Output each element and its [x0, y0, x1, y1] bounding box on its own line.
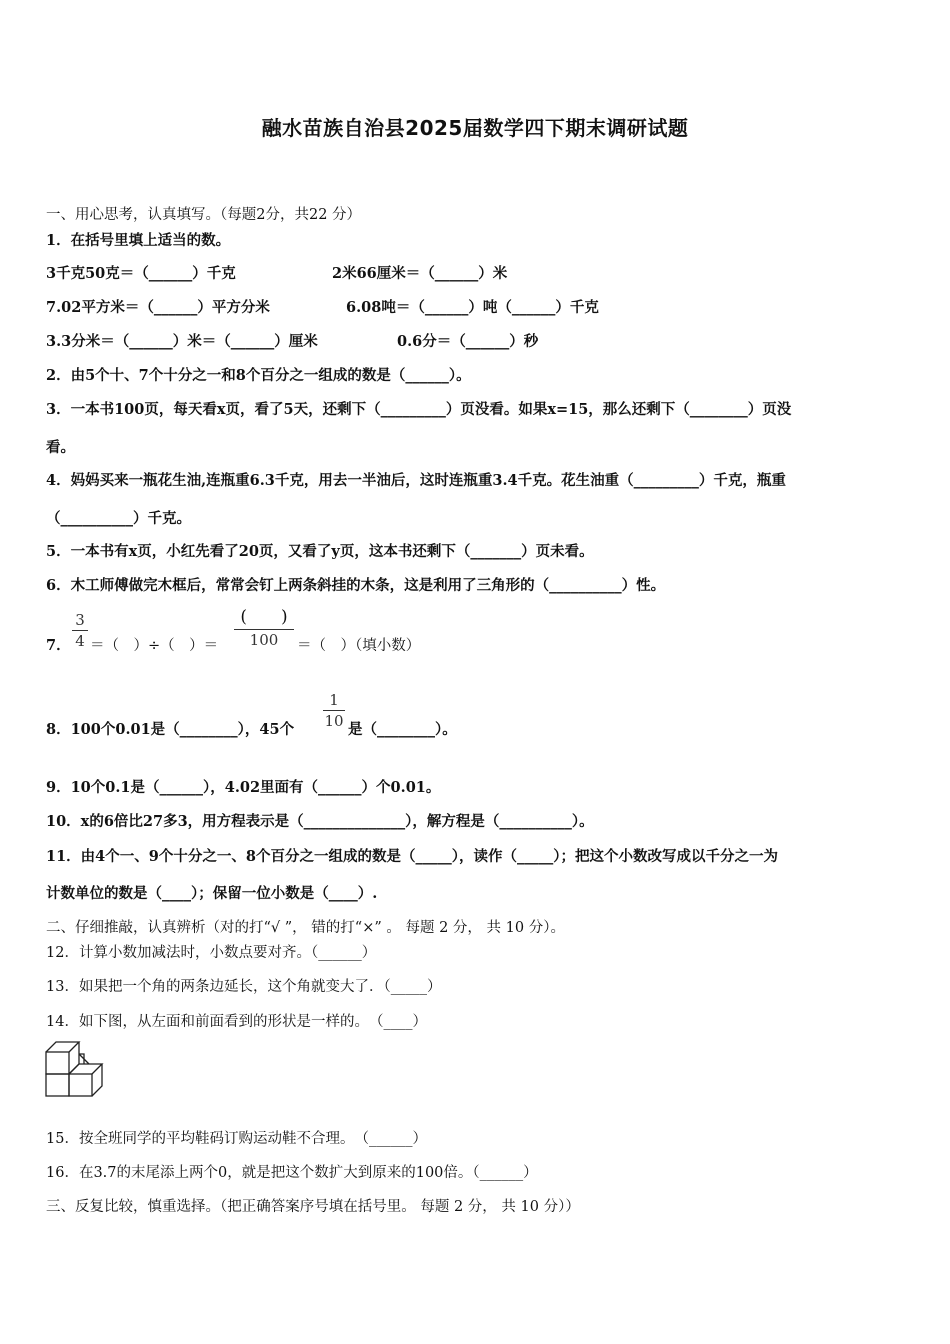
q1-row2-left: 7.02平方米＝（______）平方分米 — [46, 299, 270, 316]
q12: 12．计算小数加减法时，小数点要对齐。（______） — [46, 945, 377, 961]
cube-stack-figure — [44, 1036, 106, 1098]
q3-line1: 3．一本书100页，每天看x页，看了5天，还剩下（_________）页没看。如果x=15，那么还剩下（________）页没 — [46, 401, 792, 418]
q14: 14．如下图，从左面和前面看到的形状是一样的。 （____） — [46, 1014, 427, 1030]
q7-fraction-3-4 — [72, 610, 88, 651]
section1-header: 一、用心思考，认真填写。（每题2分，共22 分） — [46, 207, 362, 223]
q1-row1-right: 2米66厘米＝（______）米 — [332, 265, 508, 282]
q6: 6．木工师傅做完木框后，常常会钉上两条斜挂的木条，这是利用了三角形的（__________）性。 — [46, 577, 666, 594]
q10: 10．x的6倍比27多3，用方程表示是（______________），解方程是（__________）。 — [46, 813, 594, 830]
cube-face — [46, 1074, 69, 1096]
q1-row3-left: 3.3分米＝（______）米＝（______）厘米 — [46, 333, 318, 350]
cube-edge — [46, 1042, 79, 1052]
q1-row2-right: 6.08吨＝（______）吨（______）千克 — [346, 299, 599, 316]
q7-tail: ＝（ ）（填小数） — [297, 638, 421, 654]
q9: 9．10个0.1是（______），4.02里面有（______）个0.01。 — [46, 779, 441, 796]
cube-edge — [69, 1064, 102, 1074]
q4-line2: （__________）千克。 — [46, 510, 191, 527]
q7-fraction-over-100 — [234, 605, 294, 650]
q4-line1: 4．妈妈买来一瓶花生油,连瓶重6.3千克，用去一半油后，这时连瓶重3.4千克。花生油重（_________）千克，瓶重 — [46, 472, 786, 489]
cube-face — [46, 1052, 69, 1074]
q7-frac1-numerator: 3 — [75, 611, 85, 629]
q11-line1: 11．由4个一、9个十分之一、8个百分之一组成的数是（_____），读作（_____）；把这个小数改写成以千分之一为 — [46, 848, 778, 865]
q8-frac-numerator: 1 — [329, 691, 339, 709]
q7-frac1-denominator: 4 — [75, 632, 85, 650]
q8-frac-denominator: 10 — [324, 712, 344, 730]
q8-fraction-1-10 — [323, 690, 345, 731]
q1-stem: 1．在括号里填上适当的数。 — [46, 232, 231, 249]
q15: 15．按全班同学的平均鞋码订购运动鞋不合理。 （______） — [46, 1131, 427, 1147]
q1-row1-left: 3千克50克＝（______）千克 — [46, 265, 236, 282]
q7-frac2-numerator: ( ) — [240, 607, 288, 627]
q8-part2: 是（________）。 — [348, 721, 457, 738]
cube-face — [69, 1074, 92, 1096]
q2: 2．由5个十、7个十分之一和8个百分之一组成的数是（______）。 — [46, 367, 471, 384]
q3-line2: 看。 — [46, 439, 75, 456]
page-title: 融水苗族自治县2025届数学四下期末调研试题 — [261, 116, 689, 140]
q7-frac2-denominator: 100 — [249, 631, 279, 649]
q1-row3-right: 0.6分＝（______）秒 — [397, 333, 539, 350]
section3-header: 三、反复比较，慎重选择。（把正确答案序号填在括号里。 每题 2 分， 共 10 分）） — [46, 1199, 580, 1215]
q13: 13．如果把一个角的两条边延长，这个角就变大了．（_____） — [46, 979, 442, 995]
section2-header: 二、仔细推敲，认真辨析（对的打“√ ”， 错的打“×” 。 每题 2 分， 共 10 分）。 — [46, 920, 565, 936]
q7-middle: ＝（ ）÷（ ）＝ — [90, 638, 219, 654]
q8-part1: 8．100个0.01是（________），45个 — [46, 721, 295, 738]
q7-label: 7． — [46, 637, 71, 654]
q16: 16．在3.7的末尾添上两个0，就是把这个数扩大到原来的100倍。（______） — [46, 1165, 538, 1181]
q5: 5．一本书有x页，小红先看了20页，又看了y页，这本书还剩下（_______）页未看。 — [46, 543, 594, 560]
q11-line2: 计数单位的数是（____）；保留一位小数是（____）. — [46, 885, 378, 902]
